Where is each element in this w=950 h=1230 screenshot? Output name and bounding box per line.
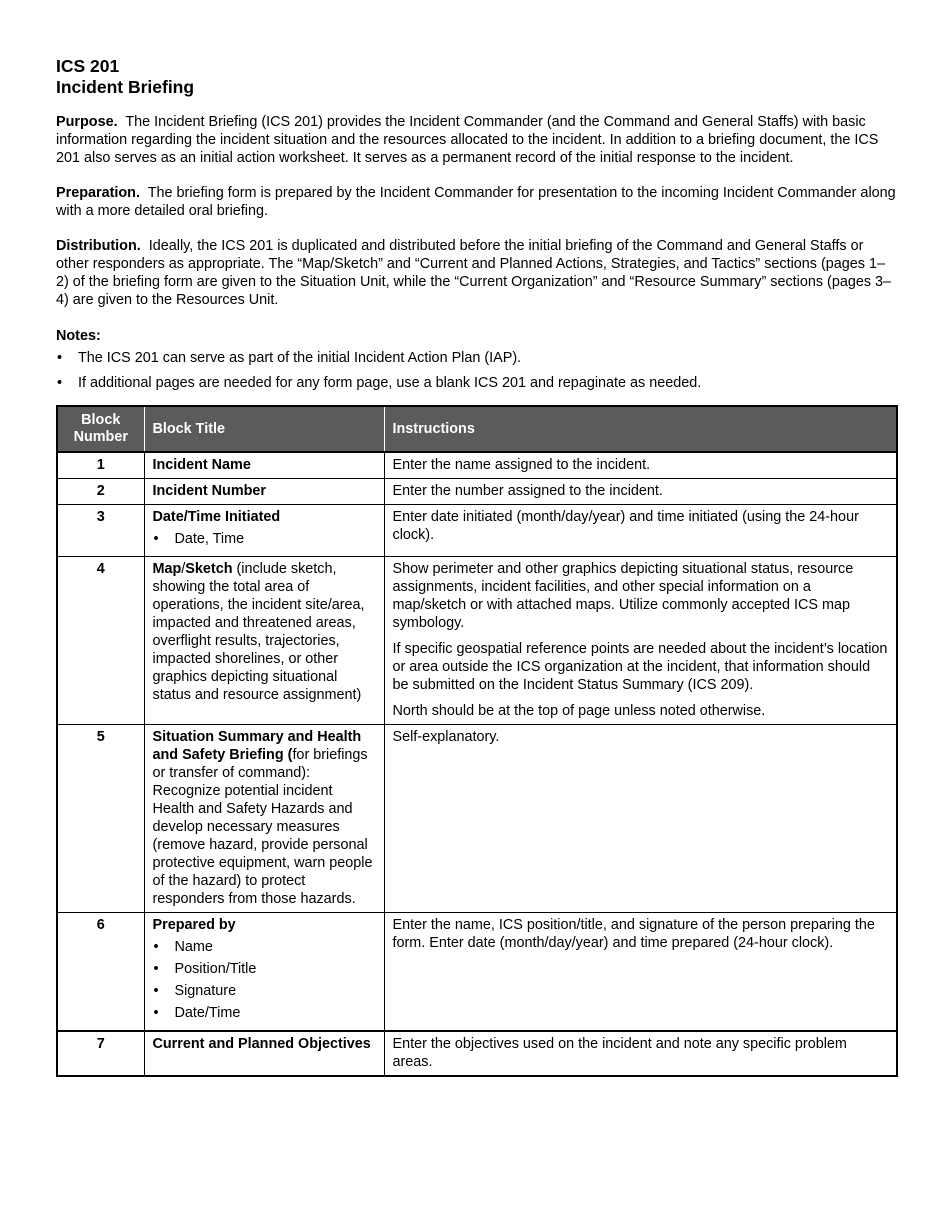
block-bullet: • Date/Time	[153, 1004, 376, 1022]
table-row	[57, 479, 897, 505]
block-instructions	[384, 505, 897, 557]
block-instructions	[384, 1031, 897, 1076]
block-title-text: Date/Time Initiated	[152, 509, 281, 525]
table-row	[57, 557, 897, 725]
block-title-description: for briefings or transfer of command): Recognize potential incident Health and Safety Hazards and develop necessary measures (remove hazard, provide personal protective equipment, warn people of the hazard) to protect responders from those hazards.	[152, 747, 373, 907]
preparation-paragraph	[56, 184, 896, 220]
distribution-paragraph	[56, 237, 896, 309]
instruction-text: North should be at the top of page unless noted otherwise.	[392, 703, 766, 719]
block-number: 7	[57, 1031, 144, 1076]
block-bullet: • Name	[153, 938, 376, 956]
purpose-label: Purpose.	[56, 114, 118, 130]
block-bullet: • Signature	[153, 982, 376, 1000]
block-bullet: • Date, Time	[153, 530, 376, 548]
block-bullet: • Position/Title	[153, 960, 376, 978]
block-instructions	[384, 725, 897, 913]
instructions-table	[56, 405, 898, 1077]
block-title-bullets	[153, 938, 376, 1022]
block-title-text: Prepared by	[152, 917, 236, 933]
form-title: Incident Briefing	[56, 77, 195, 97]
block-instructions	[384, 557, 897, 725]
block-title	[144, 505, 384, 557]
block-title-text: Situation Summary and Health and Safety Briefing (	[152, 729, 362, 763]
block-number: 3	[57, 505, 144, 557]
block-title	[144, 1031, 384, 1076]
instruction-text: Enter date initiated (month/day/year) and time initiated (using the 24-hour clock).	[392, 509, 859, 543]
note-item: • If additional pages are needed for any form page, use a blank ICS 201 and repaginate as needed.	[56, 374, 896, 392]
instruction-text: Enter the name, ICS position/title, and signature of the person preparing the form. Enter date (month/day/year) and time prepared (24-hour clock).	[392, 917, 875, 951]
preparation-label: Preparation.	[56, 185, 140, 201]
block-title	[144, 452, 384, 479]
block-instructions	[384, 913, 897, 1032]
instruction-text: Enter the number assigned to the incident.	[392, 483, 663, 499]
document-page	[56, 56, 896, 1077]
purpose-paragraph	[56, 113, 896, 167]
block-number: 5	[57, 725, 144, 913]
table-row	[57, 913, 897, 1032]
block-number: 6	[57, 913, 144, 1032]
block-number: 1	[57, 452, 144, 479]
note-item: • The ICS 201 can serve as part of the initial Incident Action Plan (IAP).	[56, 349, 896, 367]
block-number: 4	[57, 557, 144, 725]
form-id: ICS 201	[56, 56, 120, 76]
table-header-row	[57, 406, 897, 452]
header-block-title: Block Title	[144, 406, 384, 452]
block-title-text: Sketch	[185, 561, 233, 577]
purpose-text: The Incident Briefing (ICS 201) provides the Incident Commander (and the Command and General Staffs) with basic information regarding the incident situation and the resources allocated to the incident. In addition to a briefing document, the ICS 201 also serves as an initial action worksheet. It serves as a permanent record of the initial response to the incident.	[56, 114, 879, 166]
block-title	[144, 479, 384, 505]
header-block-number: Block Number	[57, 406, 144, 452]
block-title-bullets	[153, 530, 376, 548]
preparation-text: The briefing form is prepared by the Incident Commander for presentation to the incoming Incident Commander along with a more detailed oral briefing.	[56, 185, 896, 219]
block-title-slash: /	[181, 561, 186, 577]
table-row	[57, 725, 897, 913]
instruction-text: If specific geospatial reference points are needed about the incident’s location or area outside the ICS organization at the incident, that information should be submitted on the Incident Status Summary (ICS 209).	[392, 641, 888, 693]
block-instructions	[384, 479, 897, 505]
table-row	[57, 1031, 897, 1076]
block-title-text: Incident Number	[152, 483, 267, 499]
instruction-text: Show perimeter and other graphics depicting situational status, resource assignments, incident facilities, and other special information on a map/sketch or with attached maps. Utilize commonly accepted ICS map symbology.	[392, 561, 854, 631]
instruction-text: Self-explanatory.	[392, 729, 500, 745]
block-title	[144, 913, 384, 1032]
notes-heading: Notes:	[56, 328, 101, 344]
block-title-text: Map	[152, 561, 182, 577]
table-row	[57, 452, 897, 479]
distribution-label: Distribution.	[56, 238, 141, 254]
distribution-text: Ideally, the ICS 201 is duplicated and distributed before the initial briefing of the Command and General Staffs or other responders as appropriate. The “Map/Sketch” and “Current and Planned Actions, Strategies, and Tactics” sections (pages 1–2) of the briefing form are given to the Situation Unit, while the “Current Organization” and “Resource Summary” sections (pages 3–4) are given to the Resources Unit.	[56, 238, 892, 308]
block-instructions	[384, 452, 897, 479]
instruction-text: Enter the name assigned to the incident.	[392, 457, 651, 473]
notes-list	[56, 349, 896, 392]
header-instructions: Instructions	[384, 406, 897, 452]
block-title-text: Current and Planned Objectives	[152, 1036, 371, 1052]
block-title-description: (include sketch, showing the total area of operations, the incident site/area, impacted and threatened areas, overflight results, trajectories, impacted shorelines, or other graphics depicting situational status and resource assignment)	[152, 561, 365, 703]
table-row	[57, 505, 897, 557]
block-title-text: Incident Name	[152, 457, 251, 473]
instruction-text: Enter the objectives used on the incident and note any specific problem areas.	[392, 1036, 847, 1070]
block-title	[144, 725, 384, 913]
block-number: 2	[57, 479, 144, 505]
block-title	[144, 557, 384, 725]
